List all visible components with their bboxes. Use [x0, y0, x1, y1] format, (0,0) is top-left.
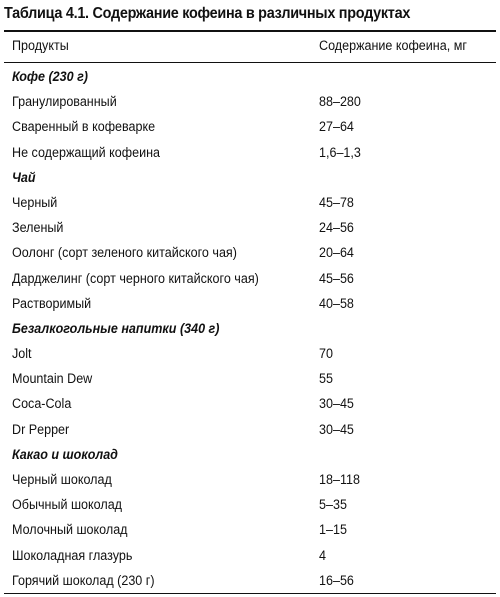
- table-row: [0, 467, 500, 492]
- caffeine-value: 18–118: [319, 472, 360, 487]
- table-row: [0, 266, 500, 291]
- header-products: Продукты: [12, 38, 69, 53]
- category-name: Чай: [12, 169, 36, 185]
- category-row: [0, 165, 500, 190]
- caffeine-value: 45–56: [319, 270, 354, 286]
- product-name: Растворимый: [12, 295, 92, 311]
- product-name: Coca-Cola: [12, 396, 72, 412]
- caffeine-value: 45–78: [319, 194, 354, 210]
- table-row: [0, 291, 500, 316]
- product-name: Dr Pepper: [12, 421, 70, 437]
- product-name: Дарджелинг (сорт черного китайского чая): [12, 270, 259, 286]
- caffeine-value: 70: [319, 346, 333, 362]
- table-row: [0, 215, 500, 240]
- product-name: Черный: [12, 194, 58, 210]
- caffeine-value: 40–58: [319, 295, 354, 311]
- caffeine-value: 27–64: [319, 119, 354, 135]
- table-row: [0, 190, 500, 215]
- product-name: Гранулированный: [12, 94, 117, 110]
- top-rule: [4, 30, 496, 32]
- header-rule: [4, 62, 496, 63]
- caffeine-value: 4: [319, 547, 326, 563]
- table-row: [0, 568, 500, 593]
- product-name: Сваренный в кофеварке: [12, 119, 156, 135]
- header-caffeine-content: Содержание кофеина, мг: [319, 38, 467, 53]
- table-row: [0, 114, 500, 139]
- bottom-rule: [4, 593, 496, 594]
- table-row: [0, 341, 500, 366]
- product-name: Не содержащий кофеина: [12, 144, 161, 160]
- table-row: [0, 543, 500, 568]
- product-name: Шоколадная глазурь: [12, 547, 133, 563]
- category-row: [0, 316, 500, 341]
- table-row: [0, 89, 500, 114]
- caffeine-value: 24–56: [319, 220, 354, 236]
- product-name: Mountain Dew: [12, 371, 93, 387]
- category-name: Кофе (230 г): [12, 69, 88, 84]
- category-name: Какао и шоколад: [12, 446, 118, 462]
- caffeine-value: 16–56: [319, 572, 354, 588]
- caffeine-value: 1,6–1,3: [319, 144, 361, 160]
- category-row: [0, 64, 500, 89]
- caffeine-value: 30–45: [319, 421, 354, 437]
- product-name: Молочный шоколад: [12, 522, 128, 538]
- product-name: Оолонг (сорт зеленого китайского чая): [12, 245, 237, 261]
- table-row: [0, 417, 500, 442]
- product-name: Обычный шоколад: [12, 497, 123, 513]
- caffeine-value: 1–15: [319, 522, 347, 538]
- product-name: Зеленый: [12, 220, 64, 236]
- caffeine-value: 30–45: [319, 396, 354, 412]
- table-row: [0, 391, 500, 416]
- table-row: [0, 140, 500, 165]
- table-body: [0, 64, 500, 593]
- caffeine-value: 5–35: [319, 497, 347, 513]
- category-name: Безалкогольные напитки (340 г): [12, 320, 220, 336]
- table-row: [0, 517, 500, 542]
- table-row: [0, 492, 500, 517]
- category-row: [0, 442, 500, 467]
- caffeine-value: 55: [319, 371, 333, 387]
- product-name: Jolt: [12, 346, 32, 362]
- table-title: Таблица 4.1. Содержание кофеина в различных продуктах: [4, 5, 411, 22]
- table-row: [0, 366, 500, 391]
- caffeine-value: 88–280: [319, 94, 361, 110]
- table-row: [0, 240, 500, 265]
- caffeine-value: 20–64: [319, 245, 354, 261]
- product-name: Горячий шоколад (230 г): [12, 572, 155, 588]
- product-name: Черный шоколад: [12, 472, 112, 487]
